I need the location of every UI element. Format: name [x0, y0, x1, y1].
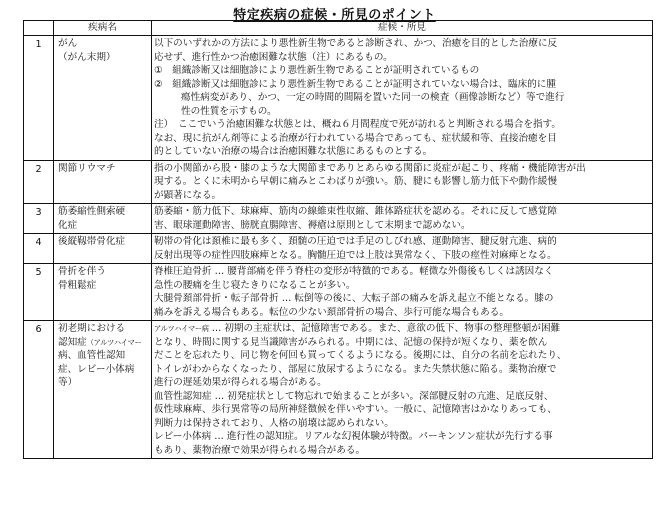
disease-name: 筋萎縮性側索硬 化症 [54, 204, 152, 234]
table-header-row [24, 21, 653, 36]
disease-name: 関節リウマチ [54, 160, 152, 204]
row-number: 3 [24, 204, 54, 234]
table-row [24, 160, 653, 204]
disease-name: がん （がん末期） [54, 36, 152, 161]
table-row [24, 321, 653, 459]
symptoms-cell: 脊椎圧迫骨折 … 腰背部痛を伴う脊柱の変形が特徴的である。軽微な外傷後もしくは誘因なく 急性の腰痛を生じ寝たきりになることが多い。 大腿骨頚部骨折・転子部骨折 … 転倒等の後に、大転子部の痛みを訴え起立不能となる。膝の 痛みを訴える場合もある。転位の少ない頚部骨折の場合、歩行可能な場合もある。 [152, 264, 653, 321]
row-number: 4 [24, 234, 54, 264]
symptoms-cell: 以下のいずれかの方法により悪性新生物であると診断され、かつ、治癒を目的とした治療に反 応せず、進行性かつ治癒困難な状態（注）にあるもの。 ① 組織診断又は細胞診により悪性新生物であることが証明されているもの ② 組織診断又は細胞診により悪性新生物であることが証明されていない場合は、臨床的に腫 瘍性病変があり、かつ、一定の時間的間隔を置いた同一の検査（画像診断など）等で進行 性の性質を示すもの。 注） ここでいう治癒困難な状態とは、概ね６月間程度で死が訪れると判断される場合を指す。 なお、現に抗がん剤等による治療が行われている場合であっても、症状緩和等、直接治癒を目 的としていない治療の場合は治癒困難な状態にあるものとする。 [152, 36, 653, 161]
disease-name: 初老期における 認知症（アルツハイマー 病、血管性認知 症、レビー小体病 等） [54, 321, 152, 459]
table-row [24, 204, 653, 234]
disease-table [23, 20, 653, 459]
symptoms-cell: 靭帯の骨化は頚椎に最も多く、頚髄の圧迫では手足のしびれ感、運動障害、腱反射亢進、病的 反射出現等の症性四肢麻痺となる。胸髄圧迫では上肢は異常なく、下肢の痙性対麻痺となる。 [152, 234, 653, 264]
symptoms-cell: アルツハイマー病 … 初期の主症状は、記憶障害である。また、意欲の低下、物事の整理整頓が困難 となり、時間に関する見当識障害がみられる。中期には、記憶の保持が短くなり、薬を飲ん だことを忘れたり、同じ物を何回も買ってくるようになる。後期には、自分の名前を忘れたり、 トイレがわからなくなったり、部屋に放尿するようになる。また失禁状態に陥る。薬物治療で 進行の遅延効果が得られる場合がある。 血管性認知症 … 初発症状として物忘れで始まることが多い。深部腱反射の亢進、足底反射、 仮性球麻痺、歩行異常等の局所神経徴候を伴いやすい。一般に、記憶障害はかなりあっても、 判断力は保持されており、人格の崩壊は認められない。 レビー小体病 … 進行性の認知症。リアルな幻視体験が特徴。パーキンソン症状が先行する事 もあり、薬物治療で効果が得られる場合がある。 [152, 321, 653, 459]
row-number: 5 [24, 264, 54, 321]
header-number [24, 21, 54, 36]
row-number: 2 [24, 160, 54, 204]
disease-name: 後縦靱帯骨化症 [54, 234, 152, 264]
symptoms-cell: 筋萎縮・筋力低下、球麻痺、筋肉の線維束性収縮、錐体路症状を認める。それに反して感覚障 害、眼球運動障害、膀胱直腸障害、褥瘡は原則として末期まで認めない。 [152, 204, 653, 234]
table-row [24, 264, 653, 321]
row-number: 6 [24, 321, 54, 459]
header-disease-name: 疾病名 [54, 21, 152, 36]
table-row [24, 36, 653, 161]
header-symptoms: 症候・所見 [152, 21, 653, 36]
symptoms-cell: 指の小関節から股・膝のような大関節までありとあらゆる関節に炎症が起こり、疼痛・機能障害が出 現する。とくに未明から早朝に痛みとこわばりが強い。筋、腱にも影響し筋力低下や動作緩慢 が顕著になる。 [152, 160, 653, 204]
page-title: 特定疾病の症候・所見のポイント [233, 8, 436, 23]
row-number: 1 [24, 36, 54, 161]
table-row [24, 234, 653, 264]
disease-name: 骨折を伴う 骨粗鬆症 [54, 264, 152, 321]
